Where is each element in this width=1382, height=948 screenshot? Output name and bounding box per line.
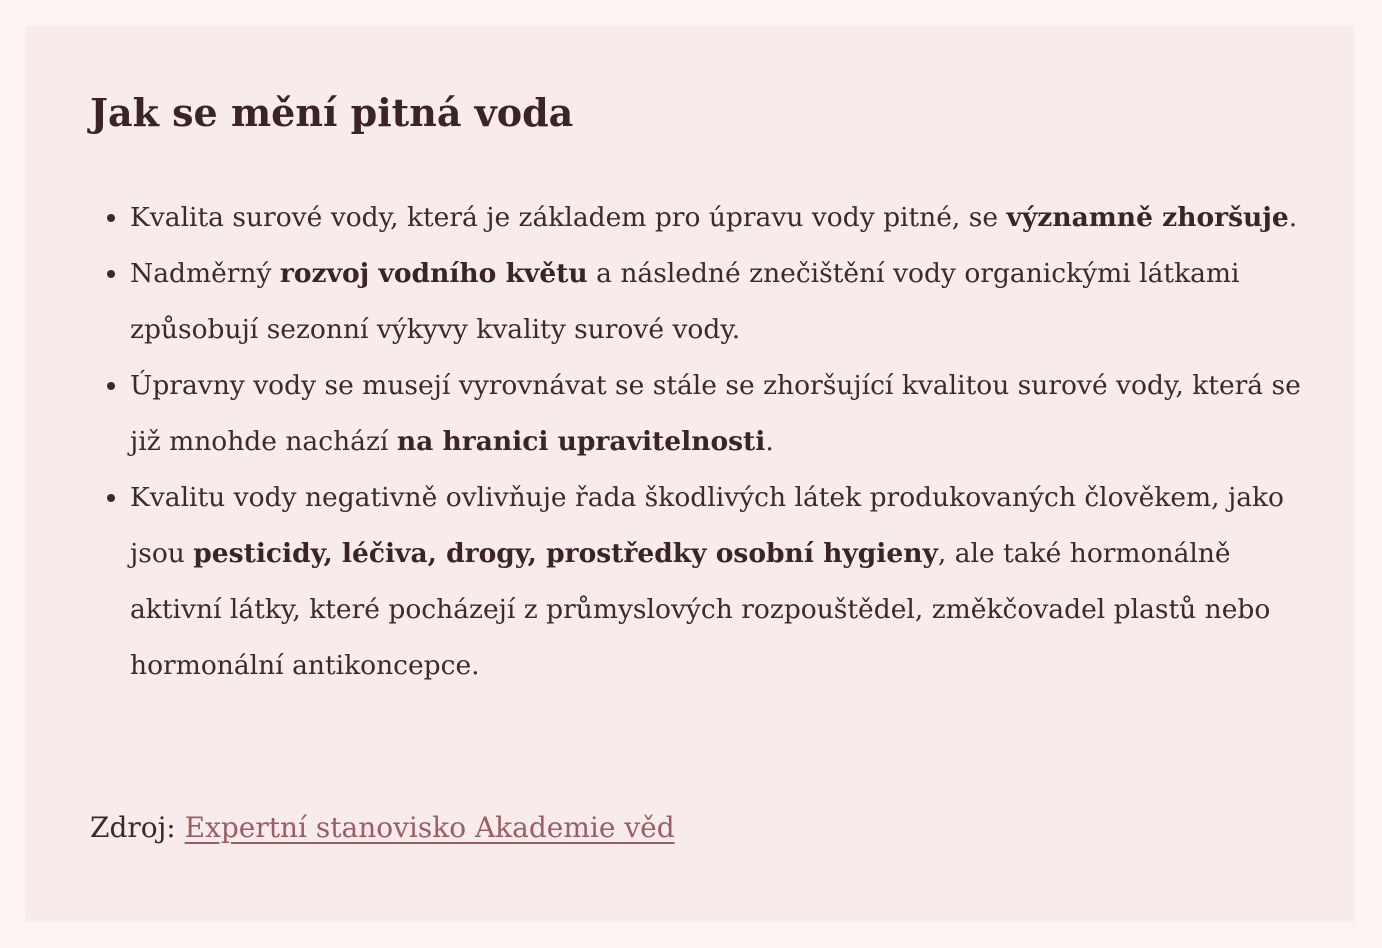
source-label: Zdroj: <box>90 811 185 844</box>
info-box <box>26 26 1354 922</box>
section-title: Jak se mění pitná voda <box>90 90 574 135</box>
item-emphasis: rozvoj vodního květu <box>279 258 588 289</box>
item-emphasis: významně zhoršuje <box>1006 202 1289 233</box>
item-emphasis: na hranici upravitelnosti <box>396 426 766 457</box>
item-emphasis: pesticidy, léčiva, drogy, prostředky osobní hygieny <box>193 538 938 569</box>
item-text: , ale také hormonálně aktivní látky, které pocházejí z průmyslových rozpouštědel, změkčovadel plastů nebo hormonální antikoncepce. <box>130 538 1271 681</box>
item-text: Nadměrný <box>130 258 280 289</box>
item-text: Kvalitu vody negativně ovlivňuje řada škodlivých látek produkovaných člověkem, jako jsou <box>130 482 1285 569</box>
list-item <box>130 190 1310 246</box>
list-item <box>130 470 1310 694</box>
bullet-list <box>90 190 1310 694</box>
source-link[interactable]: Expertní stanovisko Akademie věd <box>184 811 675 844</box>
source-line <box>90 800 675 856</box>
item-text: . <box>765 426 774 457</box>
item-text: Kvalita surové vody, která je základem pro úpravu vody pitné, se <box>130 202 1007 233</box>
item-text: Úpravny vody se musejí vyrovnávat se stále se zhoršující kvalitou surové vody, která se již mnohde nachází <box>130 370 1301 457</box>
list-item <box>130 246 1310 358</box>
list-item <box>130 358 1310 470</box>
item-text: . <box>1288 202 1298 233</box>
item-text: a následné znečištění vody organickými látkami způsobují sezonní výkyvy kvality surové vody. <box>130 258 1240 345</box>
